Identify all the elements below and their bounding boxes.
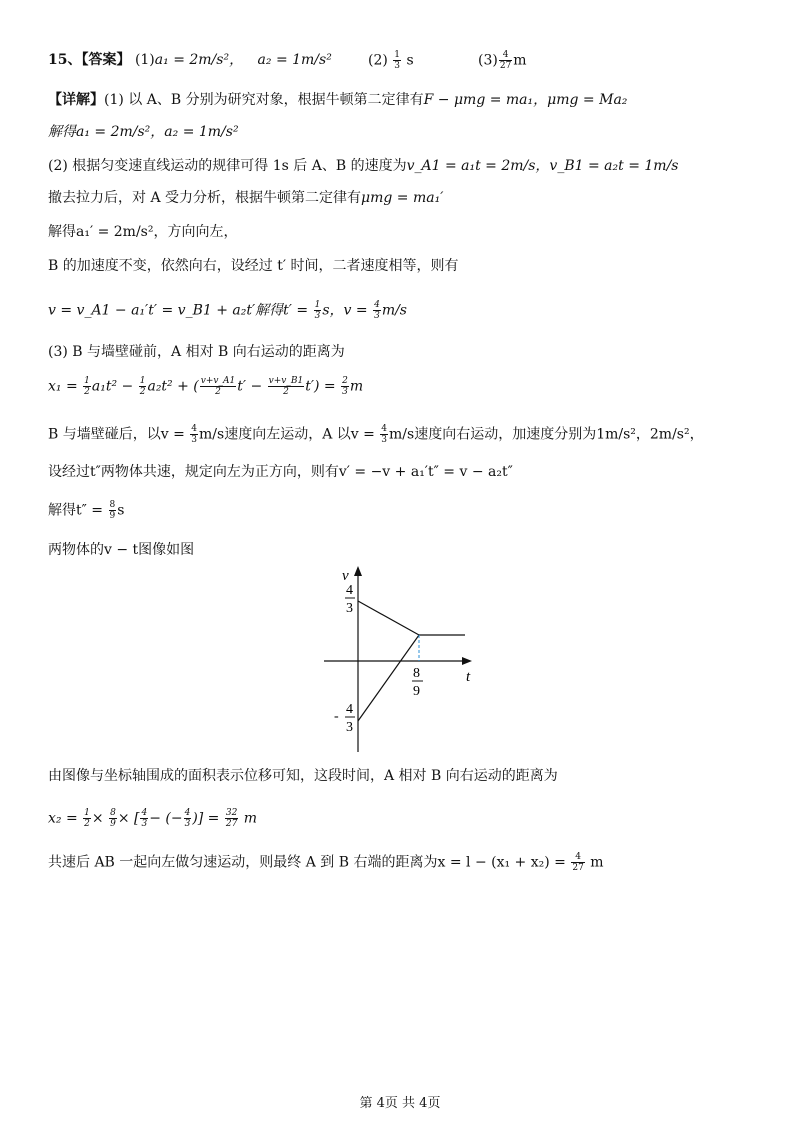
ans2-index: (2) — [368, 52, 388, 69]
ans1-a2: a₂ = 1m/s² — [257, 52, 332, 68]
detail-line-16: 共速后 AB 一起向左做匀速运动，则最终 A 到 B 右端的距离为x = l − (x₁ + x₂) = $\frac{4}{27}$ m — [48, 852, 604, 873]
detail-line-14: 由图像与坐标轴围成的面积表示位移可知，这段时间，A 相对 B 向右运动的距离为 — [48, 768, 558, 784]
question-number: 15、 — [48, 52, 82, 68]
ans1-a1: a₁ = 2m/s²， — [154, 52, 244, 68]
y-tick-bottom-den: 3 — [346, 720, 353, 735]
y-tick-top-den: 3 — [346, 601, 353, 616]
x-axis-label: t — [466, 669, 471, 685]
detail-line-12: 解得t″ = $\frac{8}{9}$ s — [48, 500, 125, 521]
detail-line-10: B 与墙壁碰后，以v = $\frac{4}{3}$ m/s速度向左运动，A 以v = $\frac{4}{3}$ m/s速度向右运动，加速度分别为1m/s²，2m/s²， — [48, 424, 704, 445]
detail-l1-text: (1) 以 A、B 分别为研究对象，根据牛顿第二定律有 — [104, 92, 424, 108]
detail-line-1 — [48, 90, 627, 110]
y-axis-label: v — [342, 568, 349, 584]
x-tick-num: 8 — [413, 666, 420, 681]
detail-line-4 — [48, 188, 443, 208]
detail-line-6: B 的加速度不变，依然向右，设经过 t′ 时间，二者速度相等，则有 — [48, 258, 459, 274]
series-line-2 — [358, 635, 419, 721]
ans3-unit: m — [513, 52, 527, 69]
y-axis-arrow-icon — [354, 566, 362, 576]
detail-l4-eq: μmg = ma₁′ — [361, 190, 444, 206]
ans2-frac: $\frac{1}{3}$ — [394, 50, 401, 71]
detail-line-8: (3) B 与墙壁碰前，A 相对 B 向右运动的距离为 — [48, 344, 345, 360]
detail-line-9: x₁ = $\frac{1}{2}$ a₁t² − $\frac{1}{2}$ a₂t² + ( $\frac{v+v\_A1}{2}$ t′ − $\frac{v+v\_B1}{2}$ t′) = $\frac{2}{3}$ m — [48, 376, 364, 397]
detail-l1-eq: F − μmg = ma₁，μmg = Ma₂ — [423, 92, 628, 108]
detail-line-2: 解得a₁ = 2m/s²，a₂ = 1m/s² — [48, 124, 239, 140]
ans3-index: (3) — [478, 52, 498, 69]
y-tick-bottom-num: 4 — [346, 702, 353, 717]
detail-tag: 【详解】 — [48, 92, 104, 108]
x-tick-den: 9 — [413, 684, 420, 699]
detail-line-3 — [48, 156, 678, 176]
vt-graph — [320, 564, 480, 756]
x-axis-arrow-icon — [462, 657, 472, 665]
answer-tag: 【答案】 — [81, 52, 131, 68]
series-line-1 — [358, 601, 419, 635]
page-footer: 第 4页 共 4页 — [359, 1096, 441, 1111]
y-tick-bottom-sign: - — [334, 709, 339, 724]
ans2 — [368, 50, 414, 71]
detail-l3-text: (2) 根据匀变速直线运动的规律可得 1s 后 A、B 的速度为 — [48, 158, 407, 174]
answer-line — [48, 50, 332, 70]
ans3-frac: $\frac{4}{27}$ — [499, 50, 512, 71]
detail-l3-eq: v_A1 = a₁t = 2m/s，v_B1 = a₂t = 1m/s — [406, 158, 679, 174]
detail-line-7: v = v_A1 − a₁′t′ = v_B1 + a₂t′解得t′ = $\frac{1}{3}$ s，v = $\frac{4}{3}$ m/s — [48, 300, 407, 321]
detail-line-13: 两物体的v − t图像如图 — [48, 542, 195, 558]
detail-line-5: 解得a₁′ = 2m/s²，方向向左， — [48, 224, 238, 240]
ans2-unit: s — [406, 52, 414, 69]
detail-l4-text: 撤去拉力后，对 A 受力分析，根据牛顿第二定律有 — [48, 190, 362, 206]
y-tick-top-num: 4 — [346, 583, 353, 598]
detail-line-11: 设经过t″两物体共速，规定向左为正方向，则有v′ = −v + a₁′t″ = v − a₂t″ — [48, 464, 513, 480]
ans1-index: (1) — [134, 52, 155, 68]
ans3 — [478, 50, 527, 71]
detail-line-15: x₂ = $\frac{1}{2}$ × $\frac{8}{9}$ × [ $\frac{4}{3}$ − (− $\frac{4}{3}$ )] = $\frac{32}{27}$ m — [48, 808, 258, 829]
